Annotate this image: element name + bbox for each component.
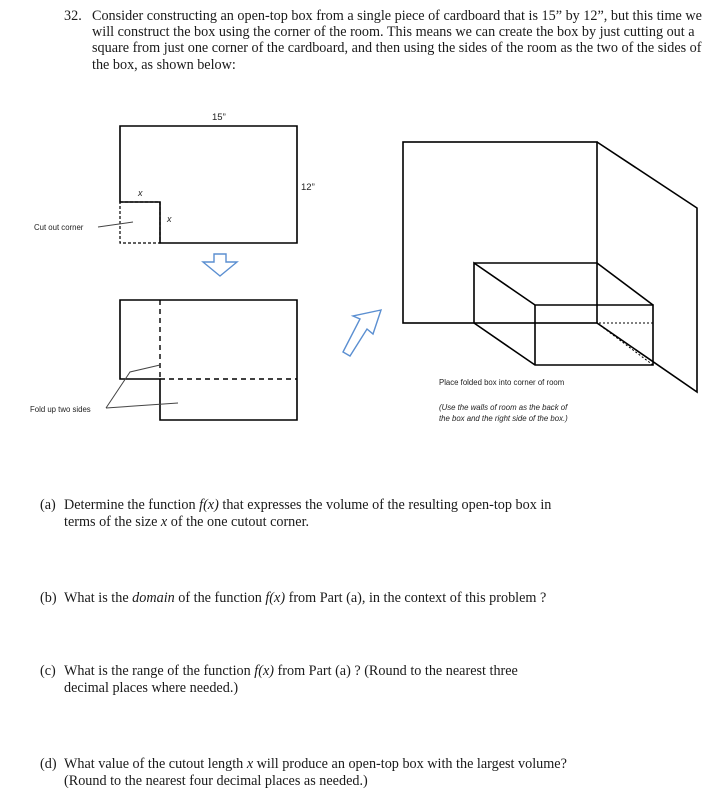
folded-cardboard-outline [120, 300, 297, 420]
question-c-text-3: decimal places where needed.) [64, 680, 239, 696]
box-outline [474, 263, 653, 365]
variable-x: x [246, 756, 254, 772]
question-a-text-4: of the one cutout corner. [167, 514, 310, 530]
question-d [40, 756, 690, 790]
question-a-text-3: terms of the size [64, 514, 161, 530]
question-a-text-2: that expresses the volume of the resulting open-top box in [218, 497, 552, 513]
question-d-text-3: (Round to the nearest four decimal places as needed.) [64, 773, 368, 789]
width-label: 15” [212, 112, 226, 123]
note-line-2: the box and the right side of the box.) [439, 414, 568, 423]
question-b-text-3: from Part (a), in the context of this problem ? [285, 590, 547, 606]
question-b-text-1: What is the [64, 590, 133, 606]
problem-text: Consider constructing an open-top box from a single piece of cardboard that is 15” by 12”, but this time we will construct the box using the corner of the room. This means we can create the box by just cutting out a square from just one corner of the cardboard, and then using the sides of the room as the two of the sides of the box, as shown below: [92, 8, 702, 73]
room-side-wall [597, 142, 697, 392]
function-fx: f(x) [199, 497, 219, 513]
question-a-label: (a) [40, 497, 56, 513]
question-c-text-1: What is the range of the function [64, 663, 255, 679]
question-a-text-1: Determine the function [64, 497, 200, 513]
place-label: Place folded box into corner of room [439, 378, 565, 387]
question-c-text-2: from Part (a) ? (Round to the nearest three [274, 663, 518, 679]
note-line-1: (Use the walls of room as the back of [439, 403, 568, 412]
question-b-text-2: of the function [174, 590, 266, 606]
variable-x: x [160, 514, 168, 530]
question-c-label: (c) [40, 663, 56, 679]
function-fx: f(x) [265, 590, 286, 606]
question-c [40, 663, 690, 697]
diagonal-arrow-icon [343, 310, 381, 356]
question-a [40, 497, 690, 531]
problem-number: 32. [64, 8, 82, 24]
question-d-label: (d) [40, 756, 57, 772]
question-d-text-2: will produce an open-top box with the largest volume? [253, 756, 567, 772]
cardboard-outline [120, 126, 297, 243]
cut-out-corner-label: Cut out corner [34, 223, 84, 232]
height-label: 12” [301, 182, 315, 193]
cut-x-side-label: x [167, 214, 172, 224]
domain-word: domain [132, 590, 175, 606]
down-arrow-icon [203, 254, 237, 276]
question-b-label: (b) [40, 590, 57, 606]
question-d-text-1: What value of the cutout length [64, 756, 247, 772]
room-back-wall [403, 142, 597, 323]
function-fx: f(x) [254, 663, 274, 679]
cut-x-top-label: x [138, 188, 143, 198]
fold-up-label: Fold up two sides [30, 405, 91, 414]
question-b [40, 590, 690, 607]
